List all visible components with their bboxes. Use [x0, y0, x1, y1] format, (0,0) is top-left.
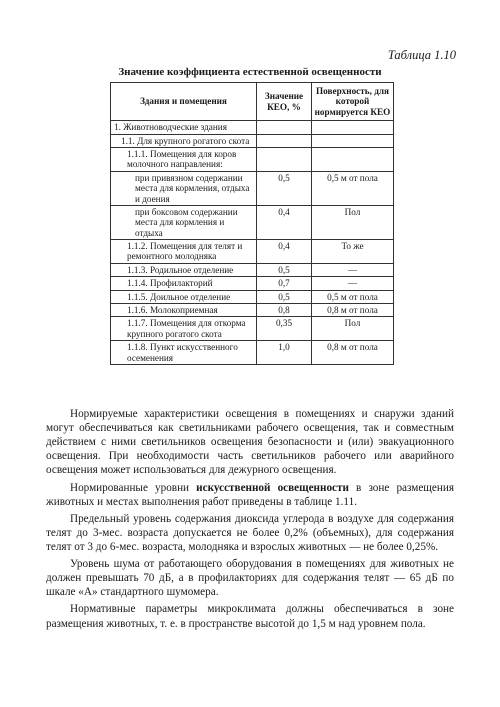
row-value: 1,0	[257, 341, 312, 365]
row-value: 0,4	[257, 240, 312, 264]
row-value	[257, 121, 312, 134]
table-row	[111, 147, 394, 171]
table-row	[111, 263, 394, 276]
row-value: 0,5	[257, 263, 312, 276]
row-surface: 0,5 м от пола	[312, 171, 394, 205]
paragraph-bold-term: искусственной освещенности	[196, 481, 349, 494]
row-value: 0,35	[257, 317, 312, 341]
row-name: 1.1.4. Профилакторий	[111, 277, 257, 290]
table-row	[111, 134, 394, 147]
row-value: 0,5	[257, 171, 312, 205]
row-surface: Пол	[312, 317, 394, 341]
table-row	[111, 171, 394, 205]
header-keo-value: Значение КЕО, %	[257, 83, 312, 121]
table-row	[111, 290, 394, 303]
row-value: 0,4	[257, 205, 312, 239]
row-surface: —	[312, 277, 394, 290]
row-surface	[312, 121, 394, 134]
row-name: 1.1.3. Родильное отделение	[111, 263, 257, 276]
row-surface: То же	[312, 240, 394, 264]
paragraph-text: Нормированные уровни	[70, 481, 197, 494]
row-name: 1.1.1. Помещения для коров молочного направления:	[111, 147, 257, 171]
row-value	[257, 134, 312, 147]
keo-table	[110, 82, 394, 365]
row-name: 1.1.8. Пункт искусственного осеменения	[111, 341, 257, 365]
header-buildings: Здания и помещения	[111, 83, 257, 121]
table-row	[111, 277, 394, 290]
row-surface: —	[312, 263, 394, 276]
paragraph-text: в зоне размещения животных и местах выполнения работ приведены в таблице 1.11.	[46, 481, 455, 508]
table-header-row	[111, 83, 394, 121]
row-name: при боксовом содержании места для кормления и отдыха	[111, 205, 257, 239]
paragraph: Нормативные параметры микроклимата должны обеспечиваться в зоне размещения животных, т. е. в пространстве высотой до 1,5 м над уровнем пола.	[46, 603, 454, 630]
row-name: при привязном содержании места для кормления, отдыха и доения	[111, 171, 257, 205]
paragraph: Нормируемые характеристики освещения в помещениях и снаружи зданий могут обеспечиваться как светильниками рабочего освещения, так и совместным действием с ними светильников освещения безопасности и (или) эвакуационного освещения. При необходимости часть светильников рабочего или аварийного освещения может использоваться для дежурного освещения.	[46, 408, 454, 477]
row-value: 0,5	[257, 290, 312, 303]
table-row	[111, 240, 394, 264]
row-surface: Пол	[312, 205, 394, 239]
row-name: 1.1.6. Молокоприемная	[111, 304, 257, 317]
row-name: 1.1.5. Доильное отделение	[111, 290, 257, 303]
row-surface	[312, 134, 394, 147]
table-row	[111, 341, 394, 365]
table-row	[111, 317, 394, 341]
row-name: 1.1.7. Помещения для откорма крупного рогатого скота	[111, 317, 257, 341]
row-surface: 0,5 м от пола	[312, 290, 394, 303]
table-row	[111, 121, 394, 134]
paragraph: Предельный уровень содержания диоксида углерода в воздухе для содержания телят до 3-мес. возраста допускается не более 0,2% (объемных), для содержания телят от 3 до 6-мес. возраста, молодняка и взрослых животных — не более 0,25%.	[46, 512, 454, 553]
paragraph: Уровень шума от работающего оборудования в помещениях для животных не должен превышать 70 дБ, а в профилакториях для содержания телят — 65 дБ по шкале «А» стандартного шумомера.	[46, 558, 454, 599]
header-surface: Поверхность, для которой нормируется КЕО	[312, 83, 394, 121]
row-name: 1.1. Для крупного рогатого скота	[111, 134, 257, 147]
table-row	[111, 205, 394, 239]
row-value: 0,7	[257, 277, 312, 290]
row-surface: 0,8 м от пола	[312, 304, 394, 317]
row-surface: 0,8 м от пола	[312, 341, 394, 365]
row-value: 0,8	[257, 304, 312, 317]
row-value	[257, 147, 312, 171]
table-row	[111, 304, 394, 317]
row-name: 1.1.2. Помещения для телят и ремонтного молодняка	[111, 240, 257, 264]
paragraph	[46, 481, 454, 509]
table-caption: Значение коэффициента естественной освещенности	[118, 66, 382, 78]
row-name: 1. Животноводческие здания	[111, 121, 257, 134]
body-text	[46, 407, 454, 634]
table-number: Таблица 1.10	[387, 48, 456, 62]
row-surface	[312, 147, 394, 171]
